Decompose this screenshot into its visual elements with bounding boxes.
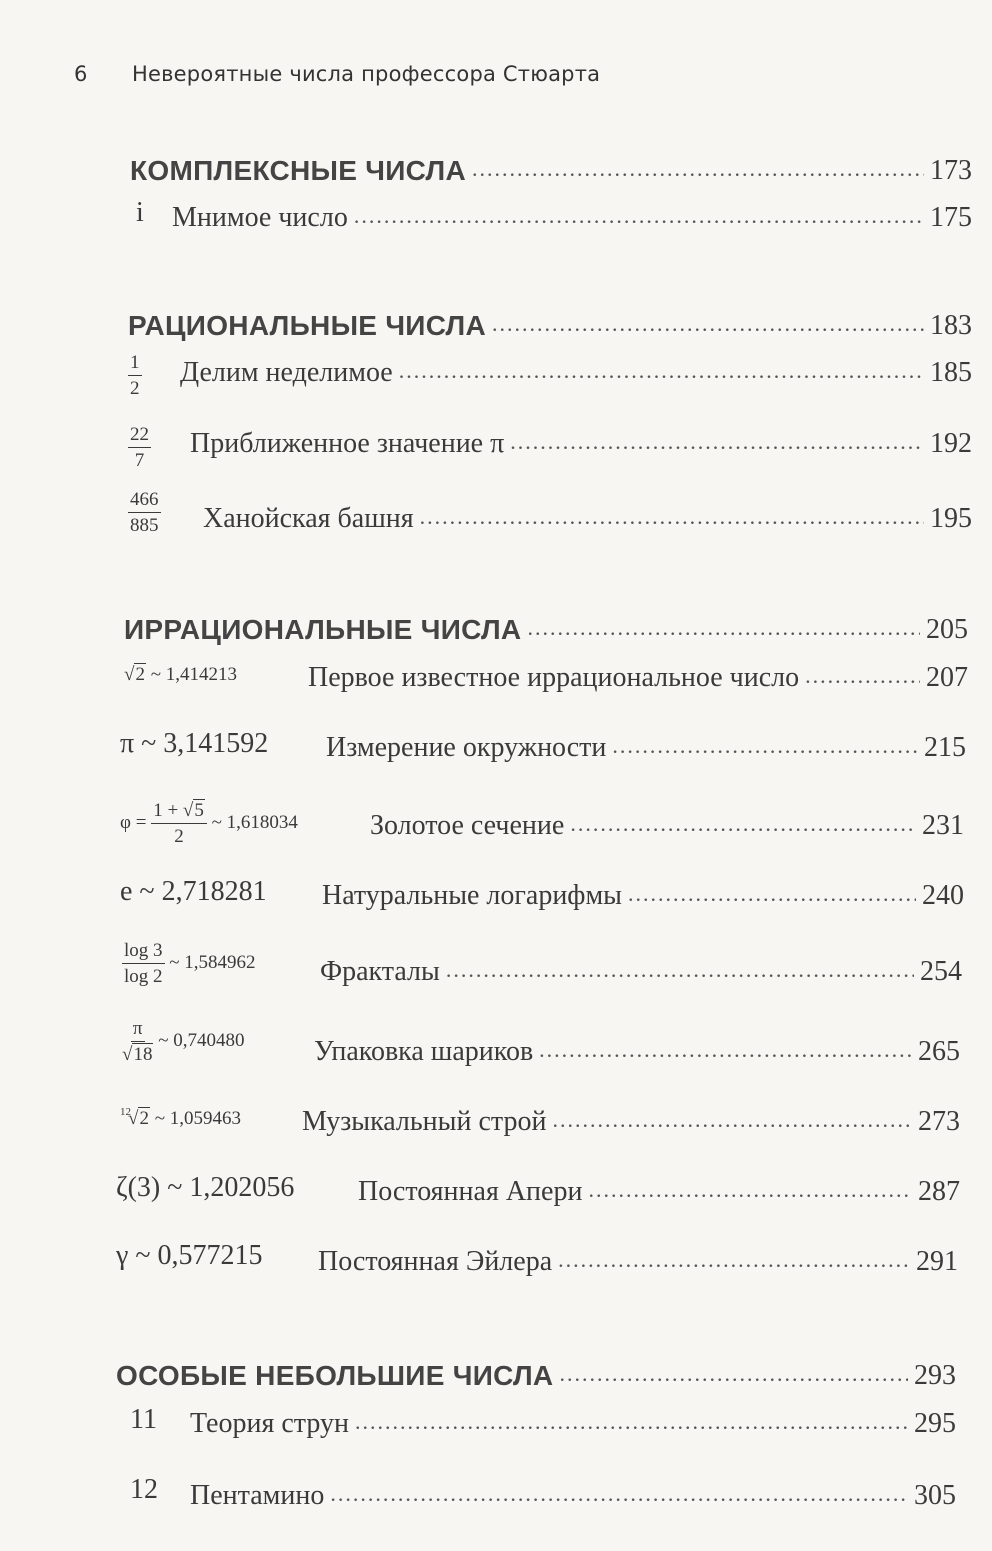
fraction-denominator: 7 xyxy=(134,449,145,471)
entry-title: Теория струн xyxy=(190,1408,349,1439)
toc-entry xyxy=(190,1470,956,1510)
entry-number-fraction xyxy=(128,352,142,400)
entry-number-golden xyxy=(120,800,298,848)
radicand: 5 xyxy=(194,800,204,821)
leader-dots xyxy=(399,360,924,382)
entry-number-fraction xyxy=(128,424,151,472)
entry-number-packing xyxy=(122,1018,244,1066)
toc-entry xyxy=(203,493,972,533)
radicand: 2 xyxy=(135,664,145,685)
leader-dots xyxy=(354,205,924,227)
section-heading-special xyxy=(116,1350,956,1390)
entry-title: Ханойская башня xyxy=(203,503,414,534)
approx-value: ~ 1,618034 xyxy=(211,812,298,834)
entry-page: 192 xyxy=(930,428,972,459)
entry-title: Первое известное иррациональное число xyxy=(308,662,800,693)
entry-page: 240 xyxy=(922,880,964,911)
toc-entry xyxy=(326,722,966,762)
leader-dots xyxy=(552,1109,912,1131)
entry-number: ζ(3) ~ 1,202056 xyxy=(116,1172,295,1203)
toc-entry xyxy=(314,1026,960,1066)
entry-page: 231 xyxy=(922,810,964,841)
fraction-numerator: log 3 xyxy=(122,940,165,964)
entry-title: Упаковка шариков xyxy=(314,1036,534,1067)
fraction-denominator: 2 xyxy=(174,825,184,847)
book-title: Невероятные числа профессора Стюарта xyxy=(132,62,601,86)
leader-dots xyxy=(558,1249,910,1271)
section-page: 293 xyxy=(914,1360,956,1391)
toc-entry xyxy=(318,1236,958,1276)
toc-entry xyxy=(302,1096,960,1136)
entry-number-fraction xyxy=(128,489,161,537)
entry-title: Постоянная Эйлера xyxy=(318,1246,553,1277)
toc-entry xyxy=(358,1166,960,1206)
entry-title: Измерение окружности xyxy=(326,732,607,763)
fraction-denominator: log 2 xyxy=(124,965,163,987)
leader-dots xyxy=(612,735,918,757)
approx-value: ~ 1,059463 xyxy=(154,1108,241,1129)
page-number: 6 xyxy=(74,62,88,86)
section-heading-irrational xyxy=(124,604,968,644)
entry-title: Постоянная Апери xyxy=(358,1176,583,1207)
section-title: ОСОБЫЕ НЕБОЛЬШИЕ ЧИСЛА xyxy=(116,1360,554,1391)
entry-title: Натуральные логарифмы xyxy=(322,880,622,911)
toc-entry xyxy=(190,1398,956,1438)
section-heading-rational xyxy=(128,300,972,340)
leader-dots xyxy=(420,506,924,528)
toc-entry xyxy=(370,800,964,840)
fraction-numerator: π xyxy=(131,1018,145,1042)
leader-dots xyxy=(588,1179,912,1201)
entry-title: Мнимое число xyxy=(172,202,348,233)
entry-title: Делим неделимое xyxy=(180,357,393,388)
leader-dots xyxy=(472,158,924,180)
entry-number: 11 xyxy=(130,1404,157,1435)
entry-number: i xyxy=(136,197,144,228)
fraction-numerator: 466 xyxy=(128,489,161,513)
approx-value: ~ 0,740480 xyxy=(158,1030,245,1052)
fraction-denominator: 885 xyxy=(130,514,159,536)
entry-page: 215 xyxy=(924,732,966,763)
root-index: 12 xyxy=(120,1106,131,1118)
leader-dots xyxy=(539,1039,912,1061)
radical-sign: √ xyxy=(128,1108,139,1129)
entry-page: 287 xyxy=(918,1176,960,1207)
section-page: 205 xyxy=(926,614,968,645)
entry-number: π ~ 3,141592 xyxy=(120,728,269,759)
entry-title: Золотое сечение xyxy=(370,810,565,841)
section-page: 183 xyxy=(930,310,972,341)
entry-page: 207 xyxy=(926,662,968,693)
radical-sign: √ xyxy=(124,664,135,685)
entry-page: 185 xyxy=(930,357,972,388)
entry-number: 12 xyxy=(130,1474,158,1505)
approx-value: ~ 1,584962 xyxy=(169,952,256,974)
fraction-denominator: 2 xyxy=(130,377,140,399)
leader-dots xyxy=(570,813,916,835)
entry-page: 305 xyxy=(914,1480,956,1511)
section-title: КОМПЛЕКСНЫЕ ЧИСЛА xyxy=(130,155,466,186)
entry-number: e ~ 2,718281 xyxy=(120,876,267,907)
toc-entry xyxy=(180,347,972,387)
fraction-numerator: 22 xyxy=(128,424,151,448)
entry-number-sqrt xyxy=(124,664,237,686)
fraction-numerator: 1 + xyxy=(153,800,183,821)
leader-dots xyxy=(527,617,920,639)
phi-prefix: φ = xyxy=(120,812,147,834)
leader-dots xyxy=(355,1411,908,1433)
entry-page: 295 xyxy=(914,1408,956,1439)
entry-page: 265 xyxy=(918,1036,960,1067)
section-title: ИРРАЦИОНАЛЬНЫЕ ЧИСЛА xyxy=(124,614,522,645)
leader-dots xyxy=(805,665,920,687)
leader-dots xyxy=(446,959,914,981)
leader-dots xyxy=(492,313,924,335)
toc-entry xyxy=(172,192,972,232)
fraction-numerator: 1 xyxy=(128,352,142,376)
entry-page: 195 xyxy=(930,503,972,534)
leader-dots xyxy=(330,1483,908,1505)
toc-entry xyxy=(322,870,964,910)
entry-title: Фракталы xyxy=(320,956,440,987)
leader-dots xyxy=(559,1363,908,1385)
radical-sign: √ xyxy=(122,1043,133,1065)
radicand: 2 xyxy=(139,1108,149,1129)
leader-dots xyxy=(510,431,924,453)
entry-title: Музыкальный строй xyxy=(302,1106,547,1137)
section-title: РАЦИОНАЛЬНЫЕ ЧИСЛА xyxy=(128,310,487,341)
section-page: 173 xyxy=(930,155,972,186)
entry-page: 291 xyxy=(916,1246,958,1277)
leader-dots xyxy=(628,883,916,905)
entry-number: γ ~ 0,577215 xyxy=(116,1240,263,1271)
toc-entry xyxy=(320,946,962,986)
radicand: 18 xyxy=(133,1043,153,1065)
running-head xyxy=(0,62,992,92)
entry-page: 175 xyxy=(930,202,972,233)
toc-entry xyxy=(308,652,968,692)
radical-sign: √ xyxy=(182,800,194,821)
toc-entry xyxy=(190,418,972,458)
entry-number-root xyxy=(120,1108,241,1130)
entry-title: Пентамино xyxy=(190,1480,325,1511)
section-heading-complex xyxy=(130,145,972,185)
entry-page: 273 xyxy=(918,1106,960,1137)
entry-title: Приближенное значение π xyxy=(190,428,505,459)
entry-number-log xyxy=(122,940,256,988)
approx-value: ~ 1,414213 xyxy=(150,664,237,685)
entry-page: 254 xyxy=(920,956,962,987)
